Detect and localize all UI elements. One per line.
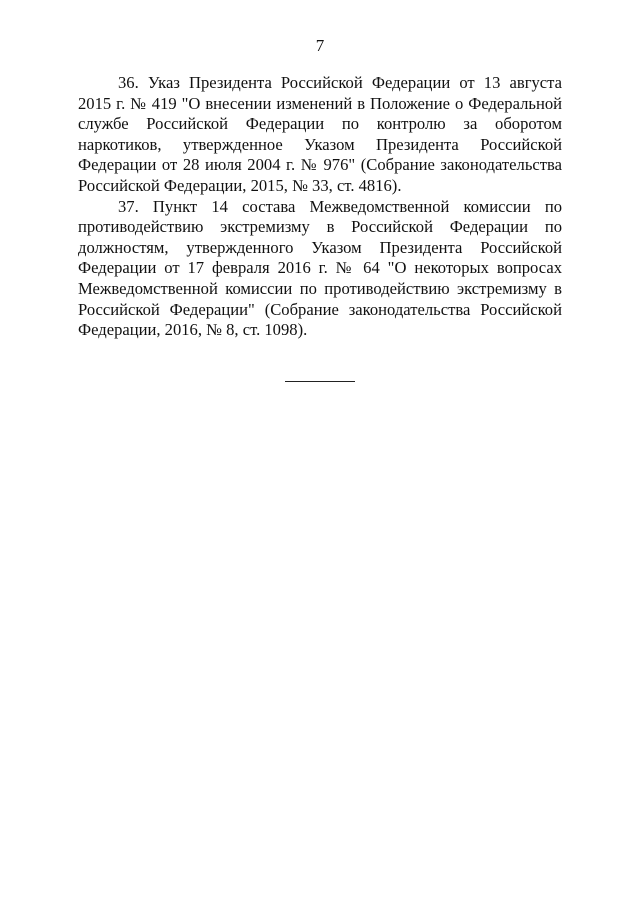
paragraph-36: 36. Указ Президента Российской Федерации от 13 августа 2015 г. № 419 "О внесении изменений в Положение о Федеральной службе Российской Федерации по контролю за оборотом наркотиков, утвержденное Указом Президента Российской Федерации от 28 июля 2004 г. № 976" (Собрание законодательства Российской Федерации, 2015, № 33, ст. 4816). [78, 73, 562, 195]
paragraph-37: 37. Пункт 14 состава Межведомственной комиссии по противодействию экстремизму в Российской Федерации по должностям, утвержденного Указом Президента Российской Федерации от 17 февраля 2016 г. № 64 "О некоторых вопросах Межведомственной комиссии по противодействию экстремизму в Российской Федерации" (Собрание законодательства Российской Федерации, 2016, № 8, ст. 1098). [78, 196, 562, 340]
end-of-document-rule [285, 381, 355, 382]
page-number: 7 [315, 36, 325, 55]
document-body [78, 73, 562, 341]
